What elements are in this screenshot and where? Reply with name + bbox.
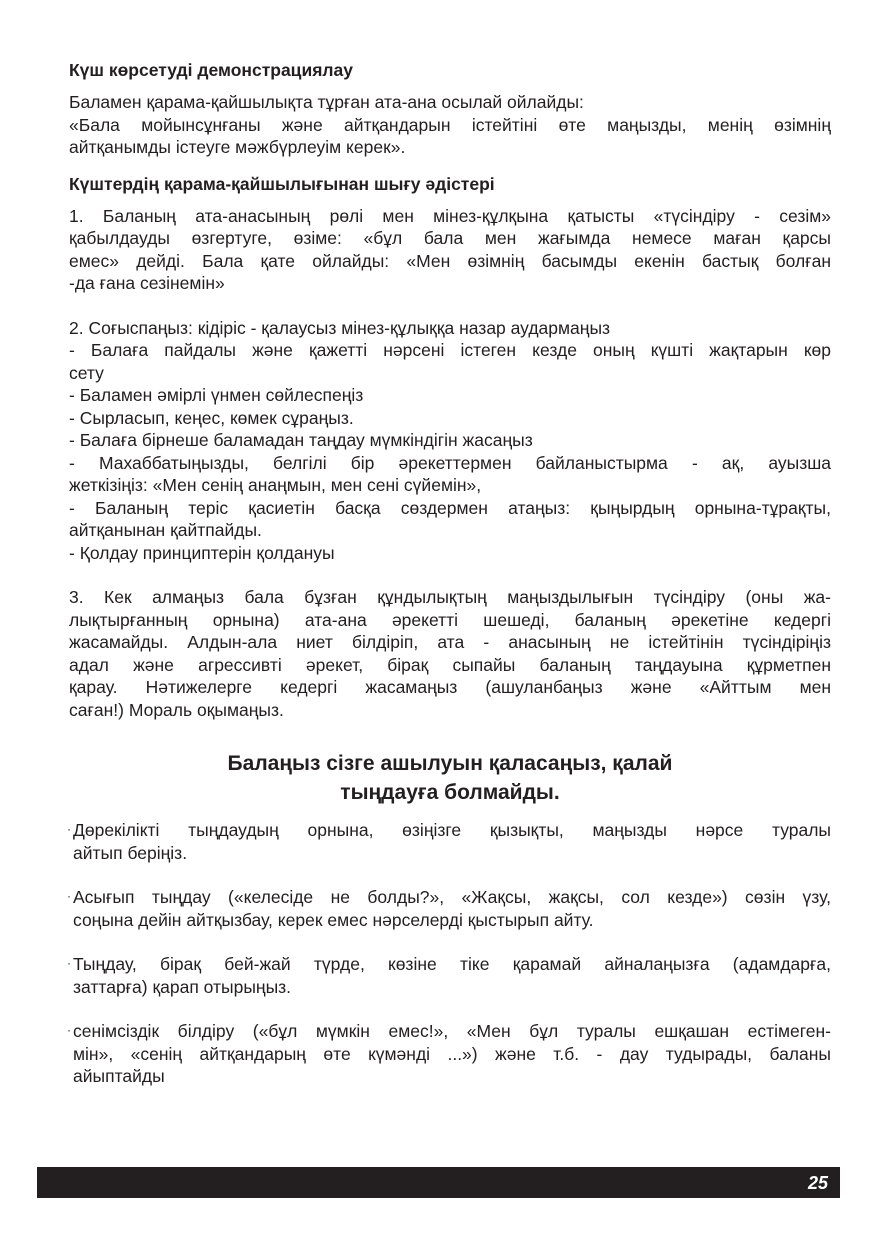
bullet-dot: · <box>67 822 71 836</box>
text-line: - Балаға пайдалы және қажетті нәрсені істеген кезде оның күшті жақтарын көр <box>69 340 831 360</box>
page-content <box>69 58 831 1088</box>
text-line: емес» дейді. Бала қате ойлайды: «Мен өзімнің басымды екенін бастық болған <box>69 250 831 271</box>
text-line: жасамайды. Алдын-ала ниет білдіріп, ата - анасының не істейтінін түсіндіріңіз <box>69 632 831 652</box>
text-line: «Бала мойынсұнғаны және айтқандарын істейтіні өте маңызды, менің өзімнің <box>69 114 831 135</box>
text-line: Дөрекілікті тыңдаудың орнына, өзіңізге қызықты, маңызды нәрсе туралы <box>73 820 831 840</box>
text-line: жеткізіңіз: «Мен сенің анаңмын, мен сені сүйемін», <box>69 475 482 495</box>
section-heading-power-demo: Күш көрсетуді демонстрациялау <box>69 60 353 80</box>
list-item <box>69 1020 831 1088</box>
bullet-dot: · <box>67 889 71 903</box>
text-line: айтқанынан қайтпайды. <box>69 520 262 540</box>
text-line: - Балаға бірнеше баламадан таңдау мүмкіндігін жасаңыз <box>69 430 533 450</box>
section-1-body <box>69 91 831 159</box>
bullet-dot: · <box>67 956 71 970</box>
text-line: айтып беріңіз. <box>73 842 188 863</box>
method-item-2 <box>69 317 831 565</box>
text-line: -да ғана сезінемін» <box>69 273 225 293</box>
text-line: айтқанымды істеуге мәжбүрлеуім керек». <box>69 137 406 157</box>
text-line: - Сырласып, кеңес, көмек сұраңыз. <box>69 407 354 428</box>
text-line: Асығып тыңдау («келесіде не болды?», «Жақсы, жақсы, сол кезде») сөзін үзу, <box>73 887 831 907</box>
text-line: лықтырғанның орнына) ата-ана әрекетті шешеді, баланың әрекетіне кедергі <box>69 609 831 630</box>
footer-bar <box>37 1167 840 1198</box>
text-line: - Махаббатыңызды, белгілі бір әрекеттермен байланыстырма - ақ, ауызша <box>69 452 831 473</box>
title-line: Балаңыз сізге ашылуын қаласаңыз, қалай <box>227 752 673 775</box>
text-line: қарау. Нәтижелерге кедергі жасамаңыз (ашуланбаңыз және «Айттым мен <box>69 677 831 697</box>
section-title-listening <box>69 749 831 807</box>
text-line: 1. Баланың ата-анасының рөлі мен мінез-құлқына қатысты «түсіндіру - сезім» <box>69 205 831 226</box>
text-line: сету <box>69 362 104 383</box>
text-line: Тыңдау, бірақ бей-жай түрде, көзіне тіке қарамай айналаңызға (адамдарға, <box>73 954 831 974</box>
text-line: 3. Кек алмаңыз бала бұзған құндылықтың маңыздылығын түсіндіру (оны жа- <box>69 587 831 607</box>
text-line: сенімсіздік білдіру («бұл мүмкін емес!», «Мен бұл туралы ешқашан естімеген- <box>73 1021 831 1041</box>
list-item <box>69 953 831 998</box>
text-line: - Баланың теріс қасиетін басқа сөздермен атаңыз: қыңырдың орнына-тұрақты, <box>69 497 831 518</box>
text-line: соңына дейін айтқызбау, керек емес нәрселерді қыстырып айту. <box>73 909 594 930</box>
text-line: мін», «сенің айтқандарың өте күмәнді ...») және т.б. - дау тудырады, баланы <box>73 1043 831 1064</box>
text-line: - Баламен әмірлі үнмен сөйлеспеңіз <box>69 385 364 405</box>
text-line: 2. Соғыспаңыз: кідіріс - қалаусыз мінез-құлыққа назар аудармаңыз <box>69 317 611 338</box>
title-line: тыңдауға болмайды. <box>340 781 560 804</box>
text-line: айыптайды <box>73 1066 165 1086</box>
text-line: қабылдауды өзгертуге, өзіме: «бұл бала мен жағымда немесе маған қарсы <box>69 228 831 248</box>
list-item <box>69 819 831 864</box>
page-number: 25 <box>807 1173 828 1193</box>
text-line: адал және агрессивті әрекет, бірақ сыпайы баланың таңдауына құрметпен <box>69 654 831 675</box>
text-line: заттарға) қарап отырыңыз. <box>73 976 292 997</box>
section-heading-conflict-methods: Күштердің қарама-қайшылығынан шығу әдістері <box>69 173 495 194</box>
bullet-dot: · <box>67 1023 71 1037</box>
text-line: Баламен қарама-қайшылықта тұрған ата-ана осылай ойлайды: <box>69 92 584 112</box>
text-line: - Қолдау принциптерін қолдануы <box>69 542 335 563</box>
method-item-3 <box>69 586 831 721</box>
text-line: саған!) Мораль оқымаңыз. <box>69 699 284 720</box>
method-item-1 <box>69 205 831 295</box>
list-item <box>69 886 831 931</box>
